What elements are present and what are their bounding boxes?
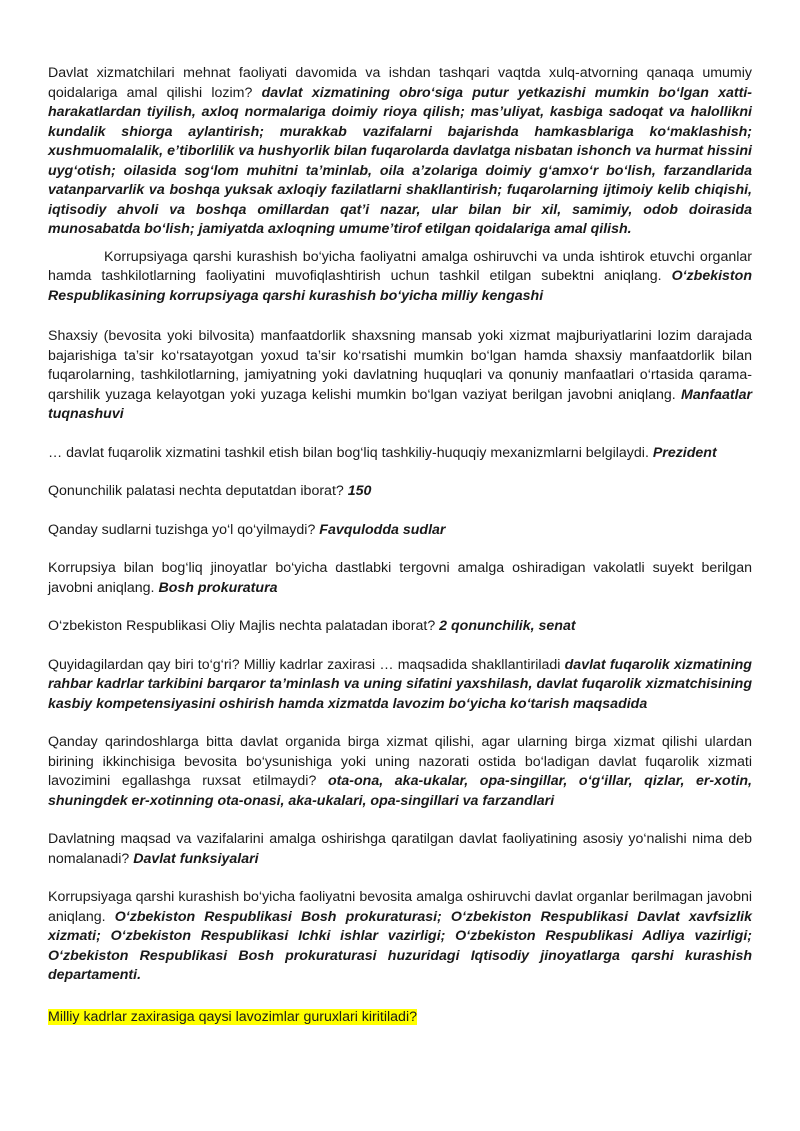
question-text: … davlat fuqarolik xizmatini tashkil etish bilan bog‘liq tashkiliy-huquqiy mexanizmlarni belgilaydi. [48,444,649,461]
qa-paragraph-8 [48,617,752,637]
question-text: Quyidagilardan qay biri to‘g‘ri? Milliy kadrlar zaxirasi … maqsadida shakllantiriladi [48,656,561,673]
question-text: Korrupsiyaga qarshi kurashish bo‘yicha faoliyatni bevosita amalga oshiruvchi davlat organlar berilmagan javobni aniqlang. [48,889,752,925]
qa-paragraph-2 [48,248,752,307]
answer-text: davlat xizmatining obro‘siga putur yetkazishi mumkin bo‘lgan xatti-harakatlardan tiyilish, axloq normalariga doimiy rioya qilish; mas’uliyat, kasbiga sadoqat va halollikni kundalik shiorga aylantirish; murakkab vazifalarni bajarishda hamkasblariga ko‘maklashish; xushmuomalalik, e’tiborlilik va hushyorlik bilan fuqarolarda davlatga nisbatan ishonch va hurmat hissini uyg‘otish; oilasida sog‘lom muhitni ta’minlab, oila a’zolariga doimiy g‘amxo‘r bo‘lish, farzandlarida vatanparvarlik va boshqa yuksak axloqiy fazilatlarni shakllantirish; fuqarolarning ijtimoiy kelib chiqishi, iqtisodiy ahvoli va boshqa omillardan qat’i nazar, ular bilan bir xil, samimiy, odob doirasida munosabatda bo‘lish; jamiyatda axloqning umume’tirof etilgan qoidalariga amal qilish. [48,84,752,237]
answer-text: Bosh prokuratura [158,579,278,596]
question-text: Shaxsiy (bevosita yoki bilvosita) manfaatdorlik shaxsning mansab yoki xizmat majburiyatlarini lozim darajada bajarishiga ta’sir ko‘rsatayotgan yoxud ta’sir ko‘rsatishi mumkin bo‘lgan hamda shaxsiy manfaatdorlik bilan fuqarolarning, tashkilotlarning, jamiyatning yoki davlatning huquqlari va qonuniy manfaatlari o‘rtasida qarama-qarshilik yuzaga kelayotgan yoki yuzaga kelishi mumkin bo‘lgan vaziyat berilgan javobni aniqlang. [48,328,752,403]
qa-paragraph-3 [48,327,752,425]
answer-text: Davlat funksiyalari [133,850,259,867]
answer-text: Prezident [652,444,717,461]
qa-paragraph-4 [48,444,752,464]
answer-text: O‘zbekiston Respublikasining korrupsiyaga qarshi kurashish bo‘yicha milliy kengashi [48,268,752,304]
answer-text: Manfaatlar tuqnashuvi [48,386,752,422]
highlighted-question: Milliy kadrlar zaxirasiga qaysi lavozimlar guruxlari kiritiladi? [48,1008,417,1025]
question-text: Korrupsiyaga qarshi kurashish bo‘yicha faoliyatni amalga oshiruvchi va unda ishtirok etuvchi organlar hamda tashkilotlarning faoliyatini muvofiqlashtirish uchun tashkil etilgan subektni aniqlang. [48,248,752,284]
answer-text: ota-ona, aka-ukalar, opa-singillar, o‘g‘illar, qizlar, er-xotin, shuningdek er-xotinning ota-onasi, aka-ukalari, opa-singillari va farzandlari [48,773,752,809]
answer-text: O‘zbekiston Respublikasi Bosh prokuraturasi; O‘zbekiston Respublikasi Davlat xavfsizlik xizmati; O‘zbekiston Respublikasi Ichki ishlar vazirligi; O‘zbekiston Respublikasi Adliya vazirligi; O‘zbekiston Respublikasi Bosh prokuraturasi huzuridagi Iqtisodiy jinoyatlarga qarshi kurashish departamenti. [48,908,752,983]
question-text: Qonunchilik palatasi nechta deputatdan iborat? [48,483,344,499]
answer-text: 150 [347,483,372,499]
qa-paragraph-10 [48,733,752,811]
question-text: Davlatning maqsad va vazifalarini amalga oshirishga qaratilgan davlat faoliyatining asosiy yo‘nalishi nima deb nomalanadi? [48,831,752,867]
answer-text: davlat fuqarolik xizmatining rahbar kadrlar tarkibini barqaror ta’minlash va uning sifatini yaxshilash, davlat fuqarolik xizmatchisining kasbiy kompetensiyasini oshirish hamda xizmatda lavozim bo‘yicha ko‘tarish maqsadida [48,656,752,712]
qa-paragraph-6 [48,521,752,541]
answer-text: Favqulodda sudlar [319,521,446,538]
question-text: Davlat xizmatchilari mehnat faoliyati davomida va ishdan tashqari vaqtda xulq-atvorning qanaqa umumiy qoidalariga amal qilishi lozim? [48,65,752,101]
highlighted-question-paragraph [48,1008,752,1028]
qa-paragraph-11 [48,830,752,869]
qa-paragraph-7 [48,559,752,598]
question-text: O‘zbekiston Respublikasi Oliy Majlis nechta palatadan iborat? [48,618,436,634]
qa-paragraph-9 [48,656,752,715]
question-text: Qanday sudlarni tuzishga yo‘l qo‘yilmaydi? [48,521,316,538]
qa-paragraph-1 [48,64,752,240]
question-text: Korrupsiya bilan bog‘liq jinoyatlar bo‘yicha dastlabki tergovni amalga oshiradigan vakolatli suyekt berilgan javobni aniqlang. [48,560,752,596]
question-text: Qanday qarindoshlarga bitta davlat organida birga xizmat qilishi, agar ularning birga xizmat qilishi ulardan birining ikkinchisiga bevosita bo‘ysunishiga yoki uning nazorati ostida bo‘ladigan davlat fuqarolik xizmati lavozimini egallashga ruxsat etilmaydi? [48,734,752,789]
qa-paragraph-12 [48,888,752,986]
answer-text: 2 qonunchilik, senat [439,618,576,634]
qa-paragraph-5 [48,482,752,502]
